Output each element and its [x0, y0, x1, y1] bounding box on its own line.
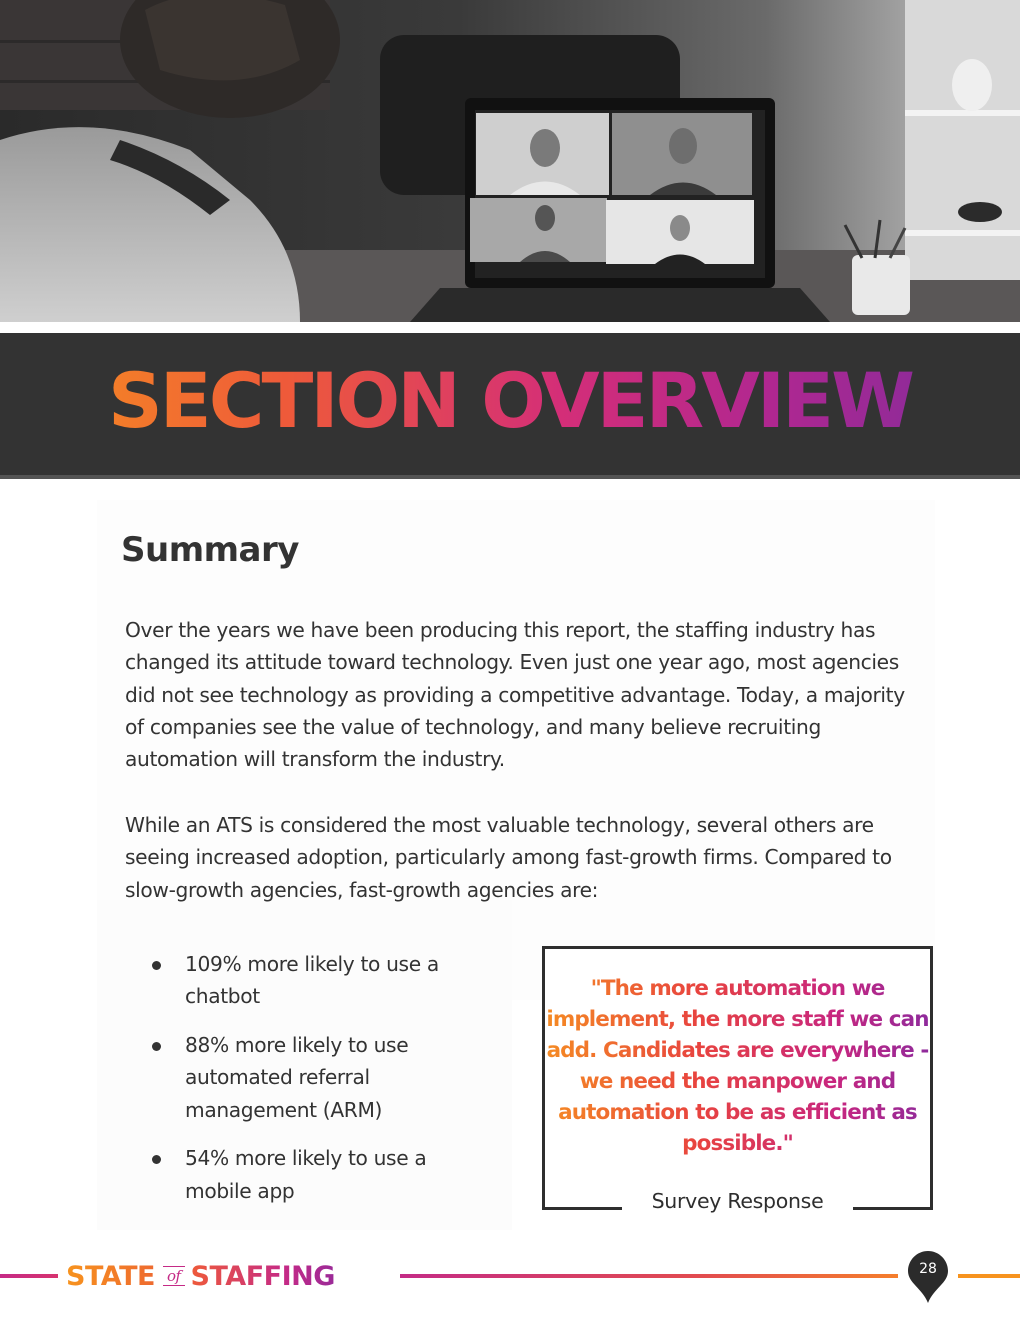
quote-border-left	[542, 1207, 622, 1210]
page-pin-icon	[907, 1250, 949, 1304]
footer-rule-right	[958, 1274, 1020, 1278]
logo-staffing: STAFFING	[190, 1260, 335, 1292]
summary-heading: Summary	[121, 530, 299, 570]
bullet-icon	[152, 961, 161, 970]
list-item	[152, 1029, 472, 1126]
logo-of: of	[163, 1266, 185, 1286]
list-item-text: 54% more likely to use a mobile app	[185, 1146, 427, 1203]
quote-attribution: Survey Response	[651, 1189, 824, 1213]
summary-paragraph-1: Over the years we have been producing this report, the staffing industry has changed its attitude toward technology. Even just one year ago, most agencies did not see technology as providing a competitive advantage. Today, a majority of companies see the value of technology, and many believe recruiting automation will transform the industry.	[125, 618, 905, 772]
hero-photo	[0, 0, 1020, 322]
section-banner	[0, 333, 1020, 479]
quote-text: "The more automation we implement, the more staff we can add. Candidates are everywhere - we need the manpower and automation to be as efficient as possible."	[545, 973, 930, 1159]
logo-state: STATE	[66, 1260, 155, 1292]
footer-rule-left	[0, 1274, 58, 1278]
bullet-icon	[152, 1155, 161, 1164]
list-item	[152, 948, 472, 1013]
bullet-icon	[152, 1042, 161, 1051]
state-of-staffing-logo	[66, 1258, 335, 1294]
page-number: 28	[919, 1261, 937, 1277]
growth-bullet-list	[152, 948, 472, 1223]
list-item	[152, 1142, 472, 1207]
summary-paragraph-2: While an ATS is considered the most valuable technology, several others are seeing increased adoption, particularly among fast-growth firms. Compared to slow-growth agencies, fast-growth agencies are:	[125, 813, 892, 902]
list-item-text: 109% more likely to use a chatbot	[185, 952, 439, 1009]
video-call-illustration	[0, 0, 1020, 322]
footer-rule-middle	[400, 1274, 898, 1278]
section-title: SECTION OVERVIEW	[0, 351, 1020, 451]
quote-border-right	[853, 1207, 933, 1210]
list-item-text: 88% more likely to use automated referral management (ARM)	[185, 1032, 409, 1122]
quote-box	[542, 946, 933, 1213]
